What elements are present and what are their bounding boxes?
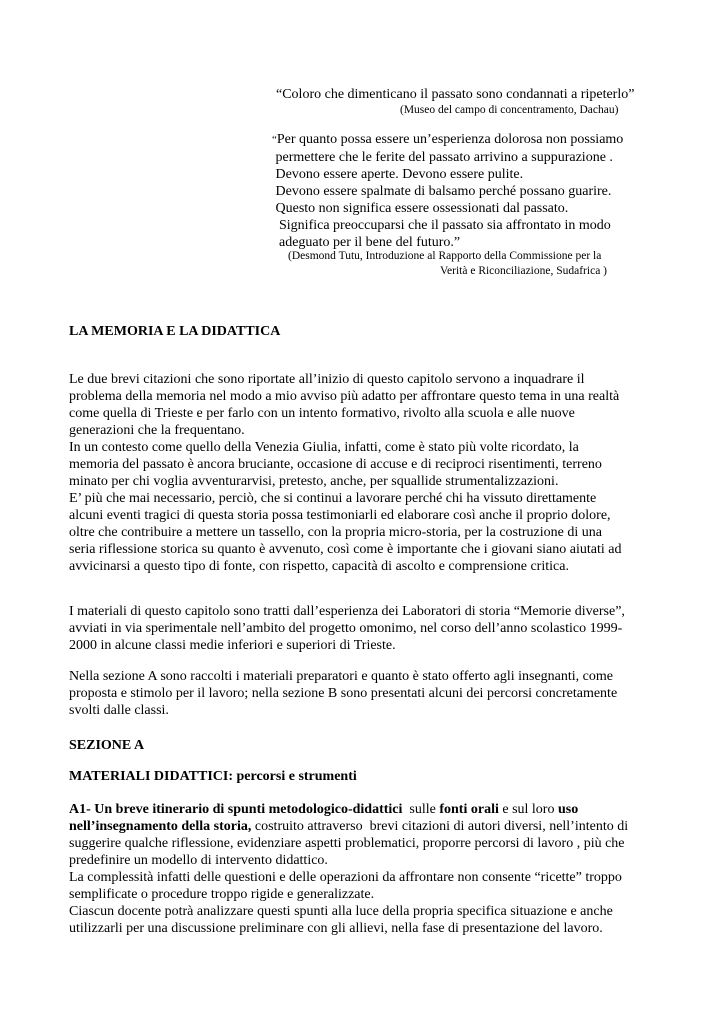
text-line: seria riflessione storica su quanto è avvenuto, così come è importante che i giovani siano aiutati ad — [69, 542, 622, 557]
text-line: semplificate o procedure troppo rigide e generalizzate. — [69, 887, 375, 902]
a1-paragraph — [69, 801, 659, 937]
quote-line: Devono essere aperte. Devono essere pulite. — [272, 167, 524, 182]
quote-line: Per quanto possa essere un’esperienza dolorosa non possiamo — [276, 132, 624, 147]
text-line: alcuni eventi tragici di questa storia possa testimoniarli ed elaborare così anche il proprio dolore, — [69, 508, 611, 523]
quote-line: Questo non significa essere ossessionati dal passato. — [272, 201, 569, 216]
fonti-orali-term: fonti orali — [439, 802, 499, 817]
text-line: come quella di Trieste e per farlo con un intento formativo, rivolto alla scuola e alle nuove — [69, 406, 575, 421]
quote-line: permettere che le ferite del passato arrivino a suppurazione . — [272, 150, 613, 165]
quote-line: Significa preoccuparsi che il passato sia affrontato in modo — [272, 218, 611, 233]
text-line: memoria del passato è ancora bruciante, occasione di accuse e di reciproci risentimenti, terreno — [69, 457, 602, 472]
quote-line: adeguato per il bene del futuro.” — [272, 235, 461, 250]
text-run: sulle — [402, 802, 440, 817]
epigraph-dachau-source: (Museo del campo di concentramento, Dachau) — [400, 104, 619, 116]
text-line: I materiali di questo capitolo sono tratti dall’esperienza dei Laboratori di storia “Memorie diverse”, — [69, 604, 625, 619]
text-line: avviati in via sperimentale nell’ambito del progetto omonimo, nel corso dell’anno scolastico 1999- — [69, 621, 623, 636]
text-line: Ciascun docente potrà analizzare questi spunti alla luce della propria specifica situazione e anche — [69, 904, 613, 919]
text-line: Nella sezione A sono raccolti i materiali preparatori e quanto è stato offerto agli insegnanti, come — [69, 669, 613, 684]
text-line: problema della memoria nel modo a mio avviso più adatto per affrontare questo tema in una realtà — [69, 389, 620, 404]
text-run: e sul loro — [498, 802, 558, 817]
sections-paragraph — [69, 668, 659, 719]
text-line: 2000 in alcune classi medie inferiori e superiori di Trieste. — [69, 638, 396, 653]
open-quote-mark: “ — [272, 134, 277, 146]
text-line: svolti dalle classi. — [69, 703, 169, 718]
a1-title: A1- Un breve itinerario di spunti metodologico-didattici — [69, 802, 403, 817]
materials-heading: MATERIALI DIDATTICI: percorsi e strumenti — [69, 769, 357, 784]
materials-paragraph — [69, 603, 659, 654]
text-line: utilizzarli per una discussione preliminare con gli allievi, nella fase di presentazione del lavoro. — [69, 921, 603, 936]
chapter-title: LA MEMORIA E LA DIDATTICA — [69, 324, 281, 339]
text-line: minato per chi voglia avventurarvisi, pretesto, anche, per squallide strumentalizzazioni. — [69, 474, 559, 489]
text-line: avvicinarsi a questo tipo di fonte, con rispetto, capacità di ascolto e comprensione critica. — [69, 559, 569, 574]
intro-paragraph — [69, 371, 659, 575]
text-line: predefinire un modello di intervento didattico. — [69, 853, 328, 868]
text-line: generazioni che la frequentano. — [69, 423, 245, 438]
insegnamento-term: nell’insegnamento della storia, — [69, 819, 252, 834]
epigraph-tutu-source-line1: (Desmond Tutu, Introduzione al Rapporto della Commissione per la — [288, 250, 602, 262]
text-line: proposta e stimolo per il lavoro; nella sezione B sono presentati alcuni dei percorsi concretamente — [69, 686, 618, 701]
epigraph-dachau-quote: “Coloro che dimenticano il passato sono condannati a ripeterlo” — [276, 87, 635, 102]
text-line: oltre che contribuire a mettere un tassello, con la propria micro-storia, per la costruzione di una — [69, 525, 602, 540]
text-line: Le due brevi citazioni che sono riportate all’inizio di questo capitolo servono a inquadrare il — [69, 372, 585, 387]
text-line: suggerire qualche riflessione, evidenziare aspetti problematici, proporre percorsi di lavoro , più che — [69, 836, 625, 851]
text-line: E’ più che mai necessario, perciò, che si continui a lavorare perché chi ha vissuto direttamente — [69, 491, 597, 506]
text-line: La complessità infatti delle questioni e delle operazioni da affrontare non consente “ricette” troppo — [69, 870, 622, 885]
text-line: In un contesto come quello della Venezia Giulia, infatti, come è stato più volte ricordato, la — [69, 440, 579, 455]
epigraph-tutu-quote — [272, 131, 623, 251]
quote-line: Devono essere spalmate di balsamo perché possano guarire. — [272, 184, 612, 199]
uso-term: uso — [557, 802, 579, 817]
text-run: costruito attraverso brevi citazioni di autori diversi, nell’intento di — [251, 819, 629, 834]
epigraph-tutu-source-line2: Verità e Riconciliazione, Sudafrica ) — [440, 265, 607, 277]
section-a-heading: SEZIONE A — [69, 738, 145, 753]
